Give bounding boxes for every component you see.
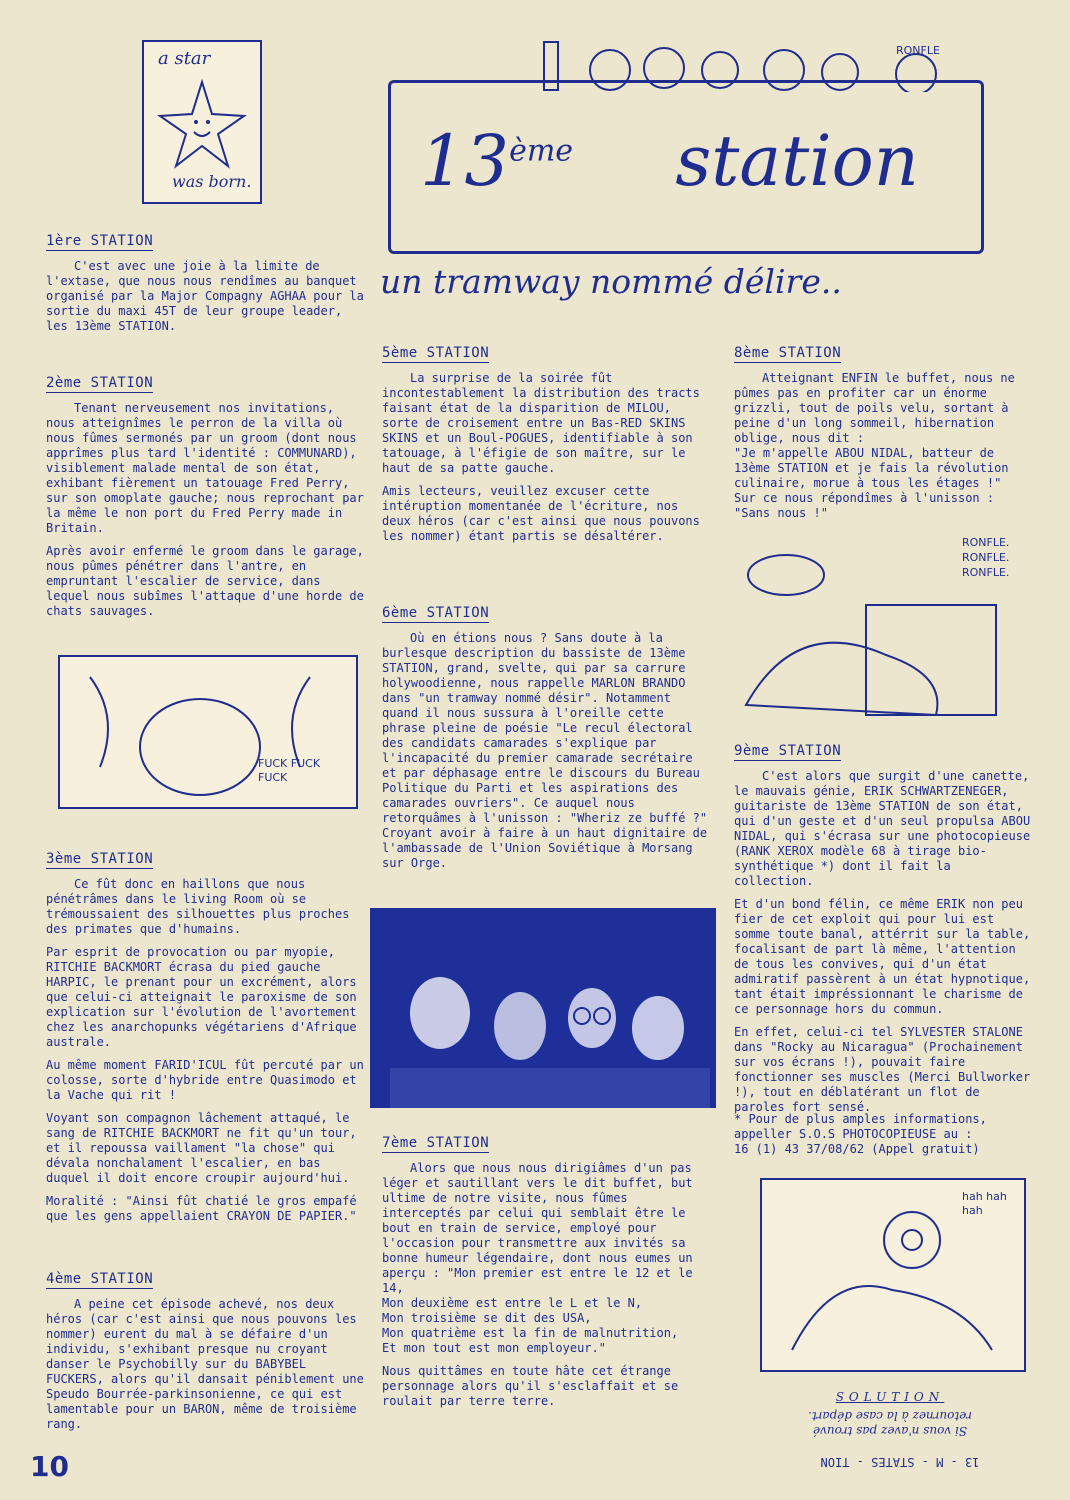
page-title — [420, 120, 919, 202]
footnote-text: * Pour de plus amples informations, appeller S.O.S PHOTOCOPIEUSE au : 16 (1) 43 37/08/62 (Appel gratuit) — [734, 1112, 987, 1156]
section-paragraph: Au même moment FARID'ICUL fût percuté par un colosse, sorte d'hybride entre Quasimodo et la Vache qui rit ! — [46, 1058, 364, 1102]
section-3 — [46, 848, 364, 1232]
band-photo-image — [370, 908, 716, 1108]
star-text-top: a star — [158, 48, 211, 69]
page-subtitle: un tramway nommé délire.. — [380, 262, 842, 301]
cartoon-illustration-fuck — [58, 655, 358, 809]
title-superscript: ème — [509, 133, 574, 169]
section-title: 2ème STATION — [46, 375, 154, 391]
section-5 — [382, 342, 712, 552]
ronfle-tag: RONFLE — [896, 44, 940, 57]
section-paragraph: Où en étions nous ? Sans doute à la burlesque description du bassiste de 13ème STATION, grand, svelte, qui par sa carrure holywoodienne, nous rappelle MARLON BRANDO dans "un tramway nommé désir". Notamment quand il nous sussura à l'oreille cette phrase pleine de poésie "Le recul électoral des candidats camarades s'explique par l'incapacité du premier camarade secrétaire et par déphasage entre le discours du Bureau Politique du Parti et les aspirations des camarades ouvriers". Ce auquel nous retorquâmes à l'unisson : "Wheriz ze buffé ?" Croyant avoir à faire à un haut dignitaire de l'ambassade de l'Union Soviétique à Morsang sur Orge. — [382, 631, 708, 870]
sleeping-bear-illustration — [736, 535, 1026, 725]
footnote — [734, 1112, 1034, 1165]
page-number: 10 — [30, 1450, 69, 1483]
solution-title: SOLUTION — [835, 1390, 945, 1404]
section-title: 5ème STATION — [382, 345, 490, 361]
star-illustration-box — [142, 40, 262, 204]
section-paragraph: Voyant son compagnon lâchement attaqué, le sang de RITCHIE BACKMORT ne fit qu'un tour, et il repoussa vaillament "la chose" qui dévala nonchalament l'escalier, en bas duquel il doit encore croupir aujourd'hui. — [46, 1111, 357, 1185]
star-text-bottom: was born. — [172, 172, 252, 191]
cartoon-text: FUCK FUCK FUCK — [258, 757, 321, 784]
section-paragraph: Ce fût donc en haillons que nous pénétrâmes dans le living Room où se trémoussaient des silhouettes plus proches des primates que d'humains. — [46, 877, 350, 936]
section-title: 4ème STATION — [46, 1271, 154, 1287]
section-title: 9ème STATION — [734, 743, 842, 759]
section-paragraph: En effet, celui-ci tel SYLVESTER STALONE dans "Rocky au Nicaragua" (Prochainement sur vos écrans !), pouvait faire fonctionner ses muscles (Merci Bullworker !), tout en déblatérant un flot de paroles fort sensé. — [734, 1025, 1031, 1114]
section-paragraph: Et d'un bond félin, ce même ERIK non peu fier de cet exploit qui pour lui est somme toute banal, attérrit sur la table, focalisant de part là même, l'attention de tous les convives, qui d'un état admiratif passèrent à un état hypnotique, tant était impréssionnant le charisme de ce personnage hors du commun. — [734, 897, 1031, 1016]
section-4 — [46, 1268, 364, 1440]
section-title: 8ème STATION — [734, 345, 842, 361]
section-paragraph: C'est avec une joie à la limite de l'extase, que nous nous rendîmes au banquet organisé par la Major Compagny AGHAA pour la sortie du maxi 45T de leur groupe leader, les 13ème STATION. — [46, 259, 364, 333]
section-paragraph: Moralité : "Ainsi fût chatié le gros empafé que les gens appellaient CRAYON DE PAPIER." — [46, 1194, 357, 1223]
section-paragraph: A peine cet épisode achevé, nos deux héros (car c'est ainsi que nous pouvons les nommer) eurent du mal à se défaire d'un individu, s'exhibant presque nu croyant danser le Psychobilly sur du BABYBEL FUCKERS, alors qu'il dansait péniblement une Speudo Bourrée-parkinsonienne, ce qui est lamentable pour un BARON, même de troisième rang. — [46, 1297, 364, 1431]
section-paragraph: Atteignant ENFIN le buffet, nous ne pûmes pas en profiter car un énorme grizzli, tout de poils velu, sortant à peine d'un long sommeil, hibernation oblige, nous dit : "Je m'appelle ABOU NIDAL, batteur de 13ème STATION et je fais la révolution culinaire, morue à tous les étages !" Sur ce nous répondîmes à l'unisson : "Sans nous !" — [734, 371, 1015, 520]
section-8 — [734, 342, 1034, 529]
section-paragraph: Après avoir enfermé le groom dans le garage, nous pûmes pénétrer dans l'antre, en empruntant l'escalier de service, dans lequel nous subîmes l'attaque d'une horde de chats sauvages. — [46, 544, 364, 618]
section-2 — [46, 372, 364, 627]
section-title: 7ème STATION — [382, 1135, 490, 1151]
ronfle-text: RONFLE. RONFLE. RONFLE. — [962, 536, 1010, 579]
title-number: 13 — [420, 120, 510, 202]
section-paragraph: Par esprit de provocation ou par myopie, RITCHIE BACKMORT écrasa du pied gauche HARPIC, le prenant pour un excrément, alors que celui-ci atteignait le paroxisme de son explication sur l'évolution de l'avortement chez les anarchopunks végétariens d'Afrique australe. — [46, 945, 357, 1049]
band-photo — [370, 908, 716, 1108]
section-title: 6ème STATION — [382, 605, 490, 621]
section-9 — [734, 740, 1034, 1123]
section-7 — [382, 1132, 712, 1417]
footer-inverted-text: 13 - M - STATES - TION — [820, 1455, 980, 1469]
section-paragraph: La surprise de la soirée fût incontestablement la distribution des tracts faisant état de la disparition de MILOU, sorte de croisement entre un Bas-RED SKINS SKINS et un Boul-POGUES, identifiable à son tatouage, à l'éfigie de son maître, sur le haut de sa patte gauche. — [382, 371, 700, 475]
section-paragraph: Nous quittâmes en toute hâte cet étrange personnage alors qu'il s'esclaffait et se roulait par terre terre. — [382, 1364, 679, 1408]
section-title: 1ère STATION — [46, 233, 154, 249]
section-paragraph: Amis lecteurs, veuillez excuser cette intéruption momentanée de l'écriture, nos deux héros (car c'est ainsi que nous pouvons les nommer) étant partis se désaltérer. — [382, 484, 700, 543]
section-6 — [382, 602, 712, 879]
hah-text: hah hah hah — [962, 1190, 1007, 1217]
section-1 — [46, 230, 364, 342]
hah-illustration-box — [760, 1178, 1026, 1372]
section-paragraph: C'est alors que surgit d'une canette, le mauvais génie, ERIK SCHWARTZENEGER, guitariste de 13ème STATION de son état, qui d'un geste et d'un seul propulsa ABOU NIDAL, qui s'écrasa sur une photocopieuse (RANK XEROX modèle 68 à tirage bio-synthétique *) dont il fait la collection. — [734, 769, 1031, 888]
section-title: 3ème STATION — [46, 851, 154, 867]
solution-text-inverted: Si vous n'avez pas trouvé retournez à la case départ. — [807, 1409, 973, 1438]
section-paragraph: Tenant nerveusement nos invitations, nous atteignîmes le perron de la villa où nous fûmes sermonés par un groom (dont nous apprîmes plus tard l'identité : COMMUNARD), visiblement malade mental de son état, exhibant fièrement un tatouage Fred Perry, sur son omoplate gauche; nous reprochant par la même le non port du Fred Perry made in Britain. — [46, 401, 364, 535]
section-paragraph: Alors que nous nous dirigiâmes d'un pas léger et sautillant vers le dit buffet, but ultime de notre visite, nous fûmes interceptés par celui qui semblait être le bout en train de service, employé pour l'occasion pour transmettre aux invités sa bonne humeur légendaire, dont nous eumes un aperçu : "Mon premier est entre le 12 et le 14, Mon deuxième est entre le L et le N, Mon troisième se dit des USA, Mon quatrième est la fin de malnutrition, Et mon tout est mon employeur." — [382, 1161, 693, 1355]
title-word: station — [675, 120, 919, 202]
